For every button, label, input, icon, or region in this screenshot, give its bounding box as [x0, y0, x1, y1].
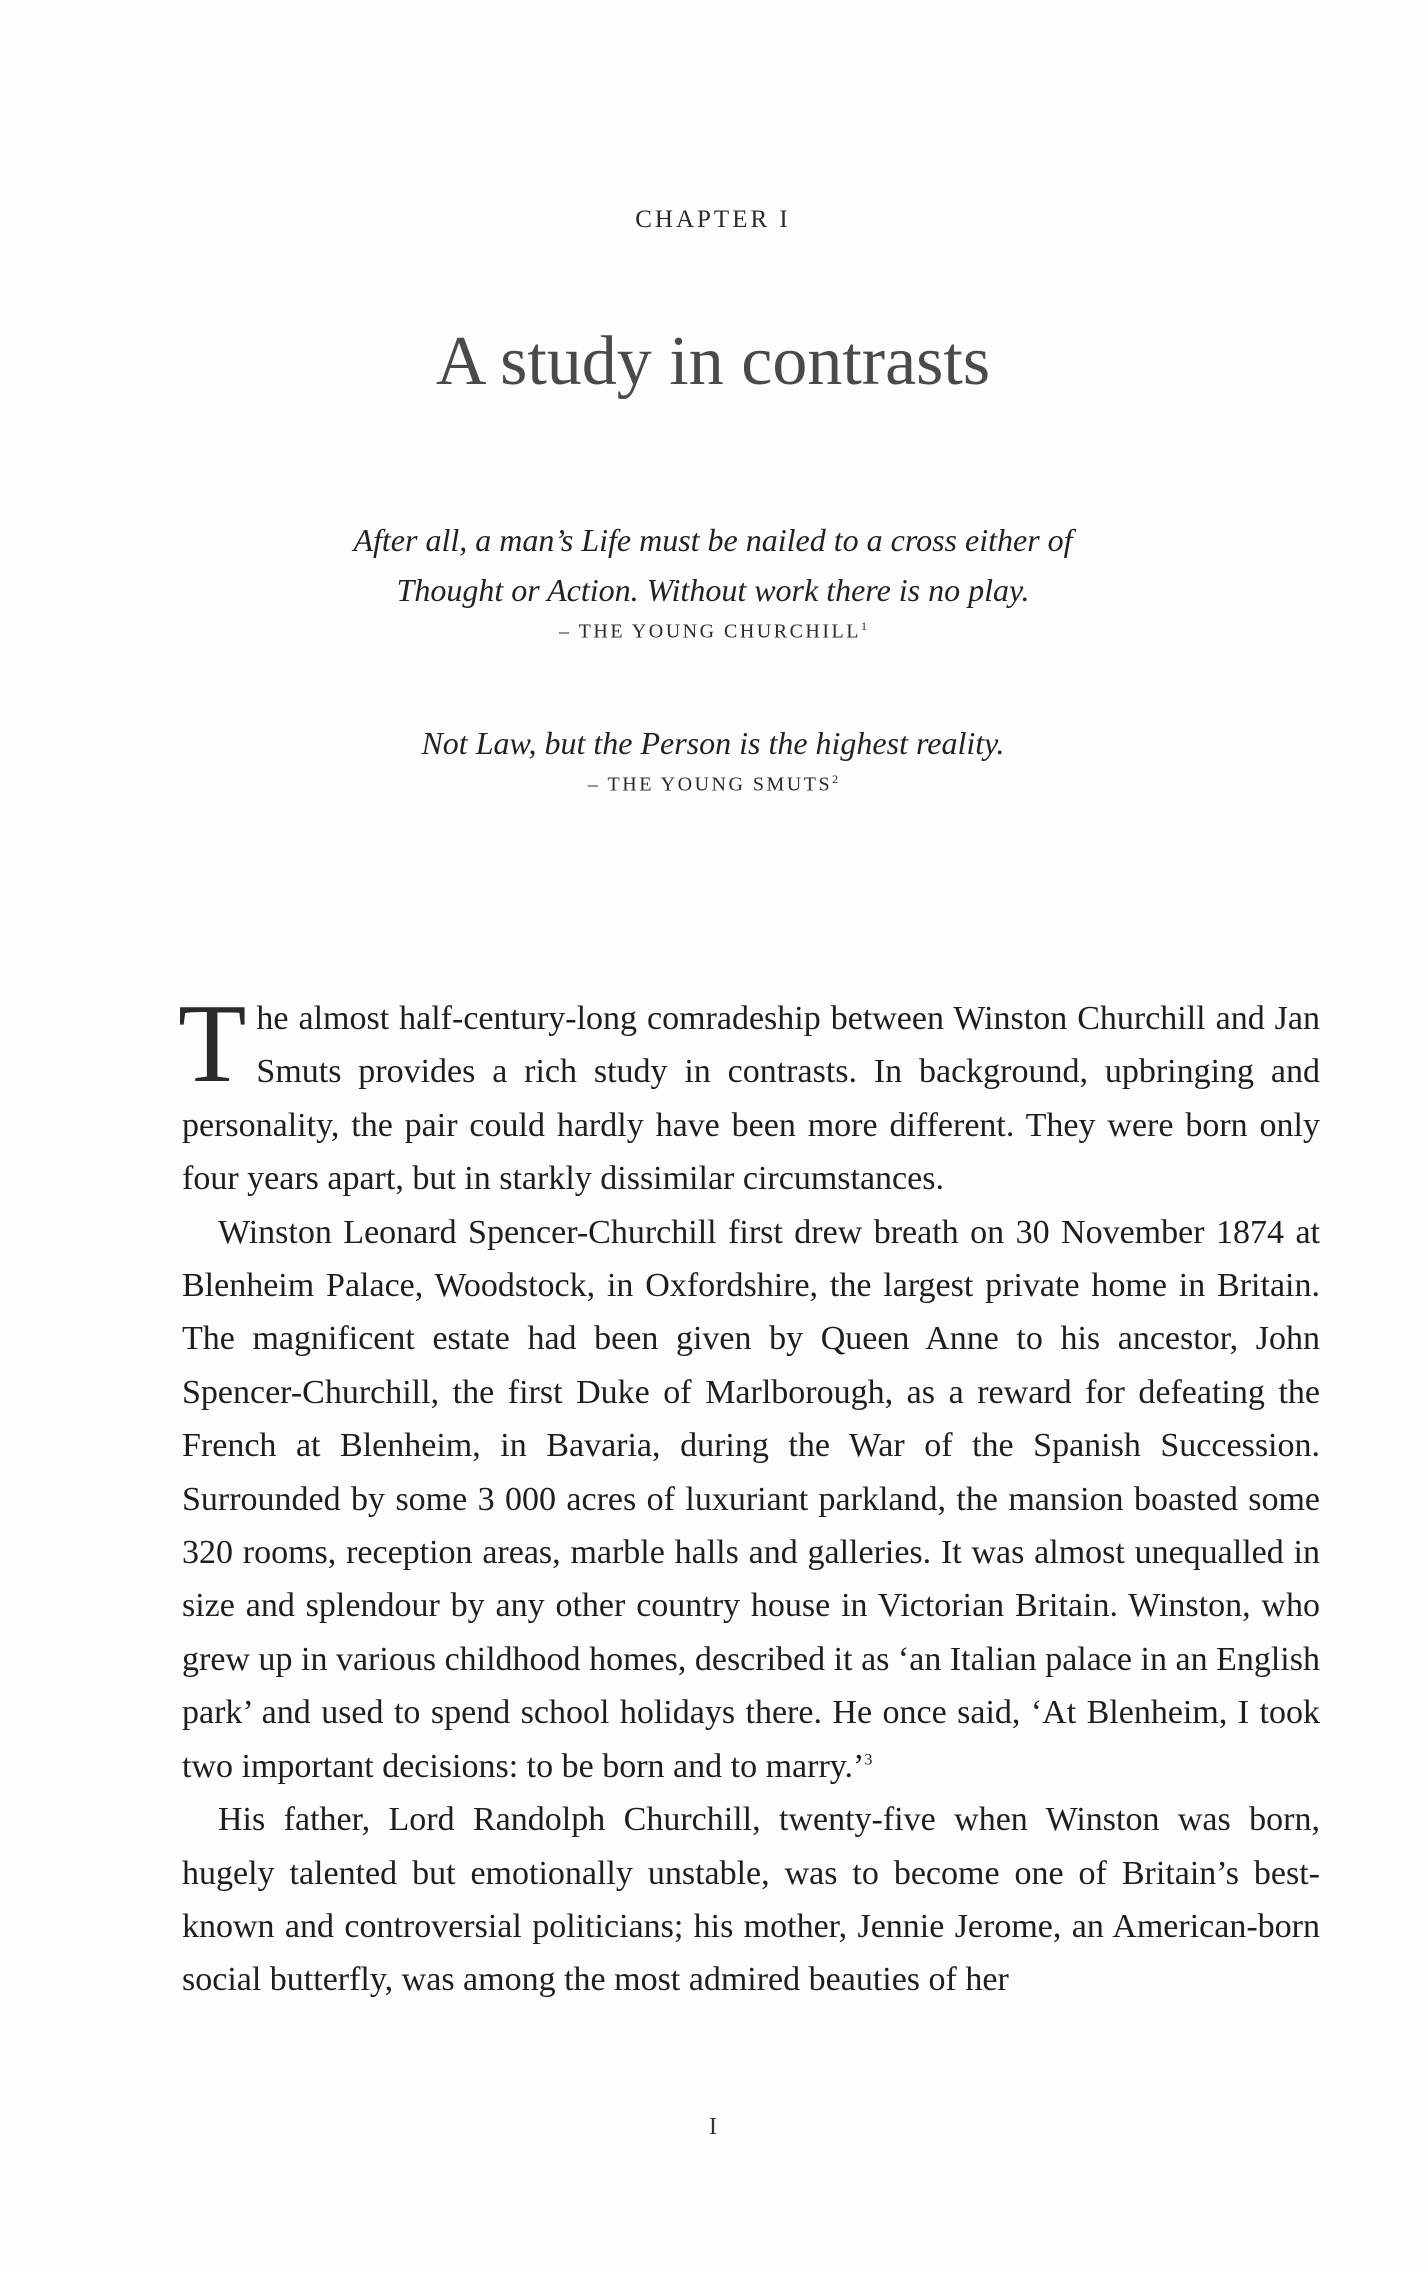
footnote-marker: 1 — [860, 619, 867, 633]
epigraph-line: After all, a man’s Life must be nailed to a cross either of — [353, 522, 1073, 558]
chapter-label: CHAPTER I — [635, 206, 791, 233]
epigraph-smuts — [0, 718, 1426, 797]
attribution-text: – THE YOUNG SMUTS — [587, 773, 833, 796]
paragraph-text: Winston Leonard Spencer-Churchill first drew breath on 30 November 1874 at Blenheim Palace, Woodstock, in Oxfordshire, the largest private home in Britain. The magnificent estate had been given by Queen Anne to his ancestor, John Spencer-Churchill, the first Duke of Marlborough, as a reward for defeating the French at Blenheim, in Bavaria, during the War of the Spanish Succession. Surrounded by some 3 000 acres of luxuriant parkland, the mansion boasted some 320 rooms, reception areas, marble halls and galleries. It was almost unequalled in size and splendour by any other country house in Victorian Britain. Winston, who grew up in various childhood homes, described it as ‘an Italian palace in an English park’ and used to spend school holidays there. He once said, ‘At Blenheim, I took two important decisions: to be born and to marry.’ — [182, 1213, 1320, 1785]
footnote-marker: 2 — [832, 772, 839, 786]
epigraph-attribution — [0, 772, 1426, 797]
paragraph-text: His father, Lord Randolph Churchill, twenty-five when Winston was born, hugely talented but emotionally unstable, was to become one of Britain’s best-known and controversial politicians; his mother, Jennie Jerome, an American-born social butterfly, was among the most admired beauties of her — [182, 1801, 1320, 1999]
paragraph-1 — [178, 982, 1320, 1206]
paragraph-2 — [182, 1206, 1320, 1793]
epigraph-line: Thought or Action. Without work there is no play. — [396, 572, 1030, 608]
attribution-text: – THE YOUNG CHURCHILL — [559, 620, 861, 643]
paragraph-text: he almost half-century-long comradeship between Winston Churchill and Jan Smuts provides a rich study in contrasts. In background, upbringing and personality, the pair could hardly have been more different. They were born only four years apart, but in starkly dissimilar circumstances. — [182, 1000, 1320, 1198]
paragraph-3 — [182, 1793, 1320, 2007]
epigraph-attribution — [0, 619, 1426, 644]
footnote-marker: 3 — [864, 1751, 873, 1769]
epigraph-churchill — [0, 515, 1426, 644]
chapter-title: A study in contrasts — [435, 323, 991, 400]
body-text — [178, 982, 1320, 2007]
epigraph-line: Not Law, but the Person is the highest reality. — [421, 725, 1005, 761]
page-number: I — [709, 2114, 717, 2140]
drop-cap: T — [178, 982, 247, 1106]
